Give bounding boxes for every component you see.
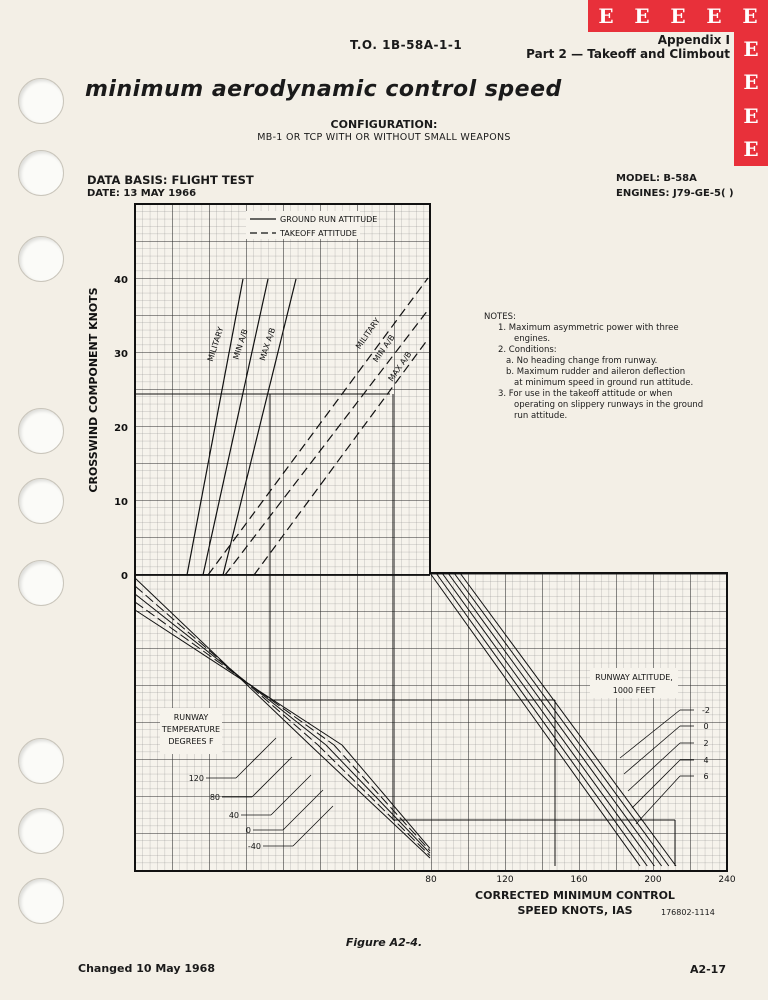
crosswind-curve-label: MAX A/B xyxy=(258,326,278,362)
altitude-series-label: 0 xyxy=(703,722,709,731)
x-axis-caption-line1: CORRECTED MINIMUM CONTROL xyxy=(475,889,675,902)
temperature-series-label: -40 xyxy=(247,842,261,851)
tab-letter: E xyxy=(743,137,759,162)
crosswind-curve-label: MILITARY xyxy=(354,316,382,351)
x-tick-label: 240 xyxy=(718,875,736,885)
y-tick-label: 40 xyxy=(114,275,128,286)
temperature-series-label: 80 xyxy=(209,793,220,802)
note-2: 2. Conditions: xyxy=(498,345,557,355)
tab-letter: E xyxy=(742,4,758,28)
altitude-series-label: -2 xyxy=(702,706,710,715)
note-3-cont: run attitude. xyxy=(514,411,568,421)
y-axis-label: CROSSWIND COMPONENT KNOTS xyxy=(87,287,100,493)
altitude-series-label: 4 xyxy=(703,756,709,765)
configuration-text: MB-1 OR TCP WITH OR WITHOUT SMALL WEAPONS xyxy=(257,132,511,143)
figure-caption: Figure A2-4. xyxy=(345,936,423,949)
altitude-series-label: 2 xyxy=(703,739,709,748)
crosswind-curve-label: MIN A/B xyxy=(231,327,250,361)
tab-letter: E xyxy=(598,4,614,28)
x-tick-label: 80 xyxy=(425,875,437,885)
altitude-panel-label: 1000 FEET xyxy=(612,686,656,695)
y-tick-label: 30 xyxy=(114,349,128,360)
x-tick-label: 160 xyxy=(570,875,588,885)
engines-label: ENGINES: J79-GE-5( ) xyxy=(616,188,734,199)
altitude-series-label: 6 xyxy=(703,772,709,781)
tab-letter: E xyxy=(670,4,686,28)
reference-number: 176802-1114 xyxy=(661,908,715,917)
x-tick-label: 120 xyxy=(496,875,514,885)
note-3-cont: operating on slippery runways in the ground xyxy=(514,400,704,410)
note-1-cont: engines. xyxy=(514,334,551,344)
x-axis-caption-line2: SPEED KNOTS, IAS xyxy=(517,904,633,917)
temperature-series-label: 120 xyxy=(188,774,204,783)
chart-grid xyxy=(135,204,727,871)
crosswind-curve-label: MIN A/B xyxy=(371,333,397,365)
note-1: 1. Maximum asymmetric power with three xyxy=(498,323,679,333)
notes-heading: NOTES: xyxy=(484,312,516,322)
tab-letter: E xyxy=(743,103,759,128)
notes-block xyxy=(484,312,729,422)
note-3: 3. For use in the takeoff attitude or when xyxy=(498,389,673,399)
page-title: minimum aerodynamic control speed xyxy=(85,77,562,102)
temperature-series-label: 0 xyxy=(245,826,251,835)
to-number: T.O. 1B-58A-1-1 xyxy=(350,38,463,52)
crosswind-curve-label: MAX A/B xyxy=(386,350,414,384)
note-2b-cont: at minimum speed in ground run attitude. xyxy=(514,378,694,388)
y-tick-label: 0 xyxy=(121,571,128,582)
tab-letter: E xyxy=(634,4,650,28)
y-tick-label: 20 xyxy=(114,423,128,434)
temperature-panel-label: DEGREES F xyxy=(168,737,214,746)
change-date: Changed 10 May 1968 xyxy=(78,962,215,975)
page-number: A2-17 xyxy=(689,963,726,976)
appendix-label: Appendix I xyxy=(657,33,730,47)
temperature-panel-label: RUNWAY xyxy=(173,713,209,722)
data-date: DATE: 13 MAY 1966 xyxy=(87,188,197,199)
crosswind-curve-label: MILITARY xyxy=(205,325,226,363)
temperature-series-label: 40 xyxy=(228,811,239,820)
configuration-heading: CONFIGURATION: xyxy=(330,118,438,131)
temperature-panel-label: TEMPERATURE xyxy=(161,725,221,734)
legend-entry: TAKEOFF ATTITUDE xyxy=(280,229,357,238)
note-2a: a. No heading change from runway. xyxy=(506,356,658,366)
altitude-panel-label: RUNWAY ALTITUDE, xyxy=(595,673,673,682)
y-tick-label: 10 xyxy=(114,497,128,508)
x-tick-label: 200 xyxy=(644,875,662,885)
part-label: Part 2 — Takeoff and Climbout xyxy=(526,47,730,61)
tab-letter: E xyxy=(743,70,759,95)
tab-letter: E xyxy=(743,36,759,61)
tab-letter: E xyxy=(706,4,722,28)
note-2b: b. Maximum rudder and aileron deflection xyxy=(506,367,686,377)
data-basis: DATA BASIS: FLIGHT TEST xyxy=(87,173,254,187)
legend-entry: GROUND RUN ATTITUDE xyxy=(280,215,378,224)
model-label: MODEL: B-58A xyxy=(616,173,697,184)
